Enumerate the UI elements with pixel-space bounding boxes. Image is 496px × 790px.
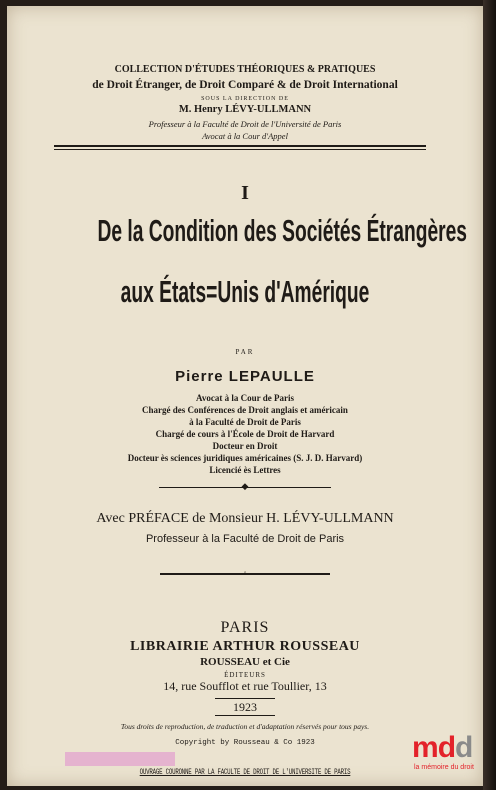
collection-title: COLLECTION D'ÉTUDES THÉORIQUES & PRATIQUES: [114, 64, 376, 75]
preface-author-title: Professeur à la Faculté de Droit de Paris: [145, 533, 345, 545]
book-title-line1: De la Condition des Sociétés Étrangères: [97, 213, 467, 248]
volume-number: I: [241, 182, 249, 204]
award-notice: OUVRAGE COURONNÉ PAR LA FACULTÉ DE DROIT DE L'UNIVERSITÉ DE PARIS: [139, 768, 351, 777]
publication-year: 1923: [233, 700, 257, 714]
header-rule: [54, 145, 426, 147]
diamond-ornament-icon: ◆: [241, 481, 249, 491]
year-rule: [215, 698, 275, 699]
flourish-ornament-icon: ◦: [243, 568, 247, 577]
direction-label: SOUS LA DIRECTION DE: [201, 96, 289, 102]
collection-subtitle: de Droit Étranger, de Droit Comparé & de Droit International: [92, 79, 398, 91]
header-rule-thin: [54, 149, 426, 150]
author-credential: Docteur en Droit: [212, 441, 278, 451]
preface-line: Avec PRÉFACE de Monsieur H. LÉVY-ULLMANN: [96, 511, 394, 526]
rights-notice: Tous droits de reproduction, de traduction et d'adaptation réservés pour tous pays.: [120, 722, 370, 731]
publisher-address: 14, rue Soufflot et rue Toullier, 13: [163, 679, 327, 693]
mdd-logo: [412, 733, 496, 779]
by-label: PAR: [235, 348, 255, 356]
publisher-city: PARIS: [220, 619, 270, 636]
publisher-name: LIBRAIRIE ARTHUR ROUSSEAU: [130, 639, 360, 654]
year-rule-2: [215, 715, 275, 716]
author-name: Pierre LEPAULLE: [175, 368, 315, 385]
publisher-role: ÉDITEURS: [224, 671, 266, 679]
author-credential: Chargé de cours à l'École de Droit de Harvard: [155, 429, 335, 439]
book-title-line2: aux États=Unis d'Amérique: [120, 274, 370, 309]
publisher-name-2: ROUSSEAU et Cie: [200, 656, 290, 668]
logo-mark: mdd: [412, 731, 473, 764]
author-credential: Docteur ès sciences juridiques américaines (S. J. D. Harvard): [127, 453, 363, 463]
title-page: [7, 6, 483, 786]
director-title: Professeur à la Faculté de Droit de l'Université de Paris: [148, 119, 342, 129]
author-credential: à la Faculté de Droit de Paris: [189, 417, 301, 427]
director-name: M. Henry LÉVY-ULLMANN: [178, 104, 312, 115]
author-credential: Chargé des Conférences de Droit anglais et américain: [142, 405, 348, 415]
copyright-notice: Copyright by Rousseau & Co 1923: [175, 739, 315, 747]
author-credential: Avocat à la Cour de Paris: [196, 393, 294, 403]
director-title-2: Avocat à la Cour d'Appel: [202, 131, 288, 141]
highlight-mark: [65, 752, 175, 766]
author-credential: Licencié ès Lettres: [209, 465, 281, 475]
logo-tagline: la mémoire du droit: [414, 764, 474, 771]
book-edge: [483, 0, 496, 790]
